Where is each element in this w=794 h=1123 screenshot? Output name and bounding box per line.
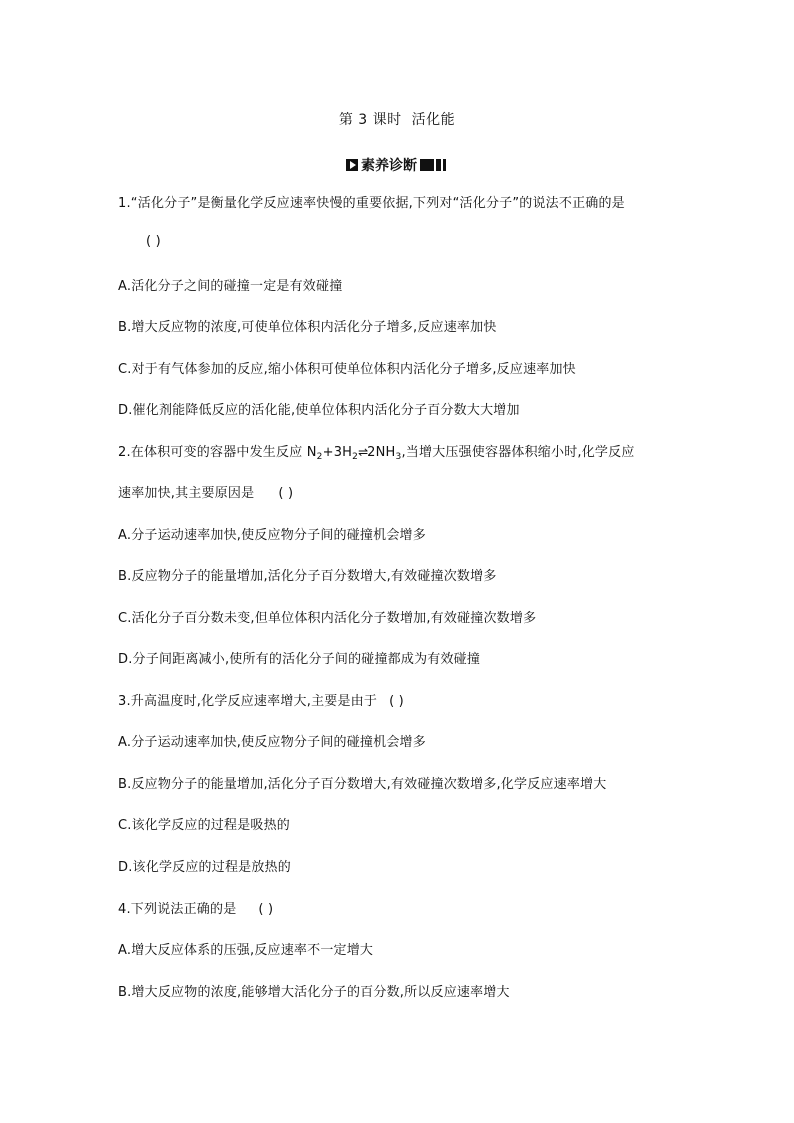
q4-stem-text: 4.下列说法正确的是 (118, 902, 237, 917)
q4-option-a: A.增大反应体系的压强,反应速率不一定增大 (118, 943, 374, 958)
q1-option-c: C.对于有气体参加的反应,缩小体积可使单位体积内活化分子增多,反应速率加快 (118, 362, 576, 377)
lesson-title (0, 109, 794, 129)
q1-answer-paren: ( ) (146, 234, 161, 249)
lesson-topic: 活化能 (411, 112, 456, 128)
section-title: 素养诊断 (361, 158, 417, 174)
q2-option-b: B.反应物分子的能量增加,活化分子百分数增大,有效碰撞次数增多 (118, 569, 497, 584)
q3-option-a: A.分子运动速率加快,使反应物分子间的碰撞机会增多 (118, 735, 426, 750)
q4-answer-paren: ( ) (258, 902, 274, 917)
q1-option-d: D.催化剂能降低反应的活化能,使单位体积内活化分子百分数大大增加 (118, 403, 520, 418)
q4-option-b: B.增大反应物的浓度,能够增大活化分子的百分数,所以反应速率增大 (118, 985, 510, 1000)
q2-n2-subscript: 2 (316, 452, 323, 462)
q3-option-c: C.该化学反应的过程是吸热的 (118, 818, 291, 833)
q2-nh3-subscript: 3 (395, 452, 402, 462)
q2-nh: 2NH (367, 445, 396, 460)
q2-stem-post: ,当增大压强使容器体积缩小时,化学反应 (401, 445, 635, 460)
q3-stem (118, 690, 404, 709)
q2-option-c: C.活化分子百分数未变,但单位体积内活化分子数增加,有效碰撞次数增多 (118, 611, 537, 626)
q2-option-a: A.分子运动速率加快,使反应物分子间的碰撞机会增多 (118, 528, 426, 543)
q2-stem-line2-text: 速率加快,其主要原因是 (118, 486, 255, 501)
q2-h2-subscript: 2 (352, 452, 359, 462)
section-header (0, 155, 794, 175)
q3-option-b: B.反应物分子的能量增加,活化分子百分数增大,有效碰撞次数增多,化学反应速率增大 (118, 777, 607, 792)
q2-stem-pre: 2.在体积可变的容器中发生反应 N (118, 445, 317, 460)
q3-option-d: D.该化学反应的过程是放热的 (118, 860, 291, 875)
q2-stem-line2 (118, 482, 293, 501)
q2-answer-paren: ( ) (278, 486, 294, 501)
q1-option-a: A.活化分子之间的碰撞一定是有效碰撞 (118, 279, 343, 294)
q4-stem (118, 898, 273, 917)
play-icon (346, 159, 358, 171)
q2-stem (118, 441, 635, 460)
equilibrium-arrow-icon: ⇌ (358, 445, 368, 459)
q2-plus-h: +3H (322, 445, 353, 460)
bars-decoration-icon (420, 159, 448, 175)
q2-option-d: D.分子间距离减小,使所有的活化分子间的碰撞都成为有效碰撞 (118, 652, 481, 667)
q1-stem: 1.“活化分子”是衡量化学反应速率快慢的重要依据,下列对“活化分子”的说法不正确的是 (118, 196, 625, 211)
q3-stem-text: 3.升高温度时,化学反应速率增大,主要是由于 (118, 694, 378, 709)
q3-answer-paren: ( ) (389, 694, 404, 709)
q1-option-b: B.增大反应物的浓度,可使单位体积内活化分子增多,反应速率加快 (118, 320, 497, 335)
lesson-number: 第 3 课时 (338, 112, 402, 128)
